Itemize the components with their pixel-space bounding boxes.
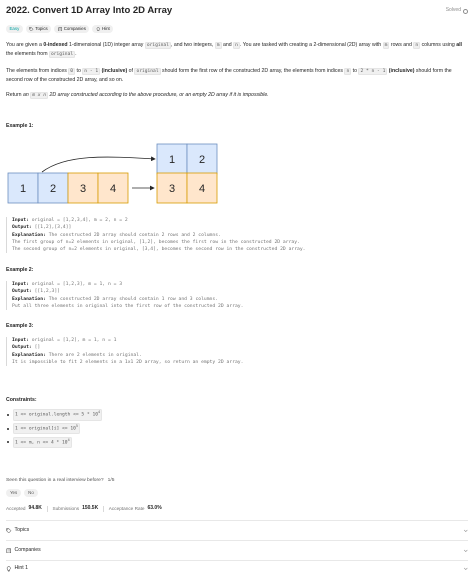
constraint-item: 1 <= m, $n <= 4 * 10^4$ [6,435,102,449]
example-3-block: Input: original = [1,2], m = 1, n = 1 Output: [] Explanation: There are 2 elements in original. It is impossible to fit 2 elements in a 1x1 2D array, so return an empty 2D array. [6,337,243,366]
source-cell [68,173,98,203]
cell-value: 2 [49,183,57,195]
curved-arrow [42,157,155,172]
tag-icon [29,27,34,32]
cell-value: 3 [168,183,176,195]
source-cell [38,173,68,203]
cell-value: 3 [79,183,87,195]
building-icon [58,27,63,32]
stats-row: Accepted 94.8K Submissions 150.5K Acceptance Rate 63.0% [6,505,162,512]
interview-answer-buttons [6,489,38,497]
acceptance-rate: 63.0% [147,505,162,511]
result-cell [157,144,187,174]
yes-button[interactable]: Yes [6,489,21,497]
lightbulb-icon [96,27,101,32]
interview-count: 1/5 [107,478,115,483]
cell-value: 4 [198,183,206,195]
description-paragraph-2: The elements from indices 0 to n - 1 (inclusive) of original should form the first row of the constructed 2D array, the elements from indices n to 2 * n - 1 (inclusive) should form the second row of the constructed 2D array, and so on. [6,68,452,83]
result-cell [187,144,217,174]
chevron-down-icon [463,566,469,572]
problem-title: 2022. Convert 1D Array Into 2D Array [6,4,173,16]
example-2-heading: Example 2: [6,267,34,273]
constraints-heading: Constraints: [6,397,37,403]
chevron-down-icon [463,548,469,554]
solved-label: Solved [445,7,461,14]
description-paragraph-3: Return an m x n 2D array constructed according to the above procedure, or an empty 2D array if it is impossible. [6,92,269,98]
companies-accordion[interactable]: Companies [6,540,468,560]
cell-value: 1 [168,154,176,166]
source-cell [8,173,38,203]
topics-accordion[interactable]: Topics [6,520,468,540]
solved-status [446,7,468,15]
constraint-item: 1 <= original.length <= $5 * 10^4$ [6,408,102,422]
submissions-count: 150.5K [82,505,99,511]
cell-value: 1 [19,183,27,195]
cell-value: 2 [198,154,206,166]
difficulty-badge: Easy [6,25,23,33]
interview-question: Seen this question in a real interview before? 1/5 [6,478,115,483]
hint-1-accordion[interactable]: Hint 1 [6,560,468,577]
topics-tag[interactable]: Topics [26,25,51,33]
example-1-block: Input: original = [1,2,3,4], m = 2, n = 2 Output: [[1,2],[3,4]] Explanation: The constructed 2D array should contain 2 rows and 2 columns. The first group of n=2 elements in original, [1,2], becomes the first row in the constructed 2D array. The second group of n=2 elements in original, [3,4], becomes the second row in the constructed 2D array. [6,217,306,253]
result-cell [157,173,187,203]
building-icon [6,548,12,554]
constraint-item: 1 <= original[i] <= $10^5$ [6,422,102,436]
lightbulb-icon [6,566,12,572]
constraints-list [6,408,102,449]
example-2-block: Input: original = [1,2,3], m = 1, n = 3 Output: [[1,2,3]] Explanation: The constructed 2D array should contain 1 row and 3 columns. Put all three elements in original into the first row of the constructed 2D array. [6,281,243,310]
accepted-count: 94.8K [28,505,42,511]
solved-check-icon [463,9,468,14]
cell-value: 4 [109,183,117,195]
hint-tag[interactable]: Hint [92,25,113,33]
source-cell [98,173,128,203]
result-cell [187,173,217,203]
no-button[interactable]: No [24,489,38,497]
chevron-down-icon [463,528,469,534]
companies-tag[interactable]: Companies [54,25,89,33]
example-1-diagram [6,142,224,206]
example-3-heading: Example 3: [6,323,34,329]
tag-row [6,25,113,33]
tag-icon [6,528,12,534]
description-paragraph-1: You are given a 0-indexed 1-dimensional (1D) integer array original , and two integers, m and n . You are tasked with creating a 2-dimensional (2D) array with m rows and n columns using all the elements from original . [6,42,462,57]
title-row [6,4,468,18]
example-1-heading: Example 1: [6,123,34,129]
